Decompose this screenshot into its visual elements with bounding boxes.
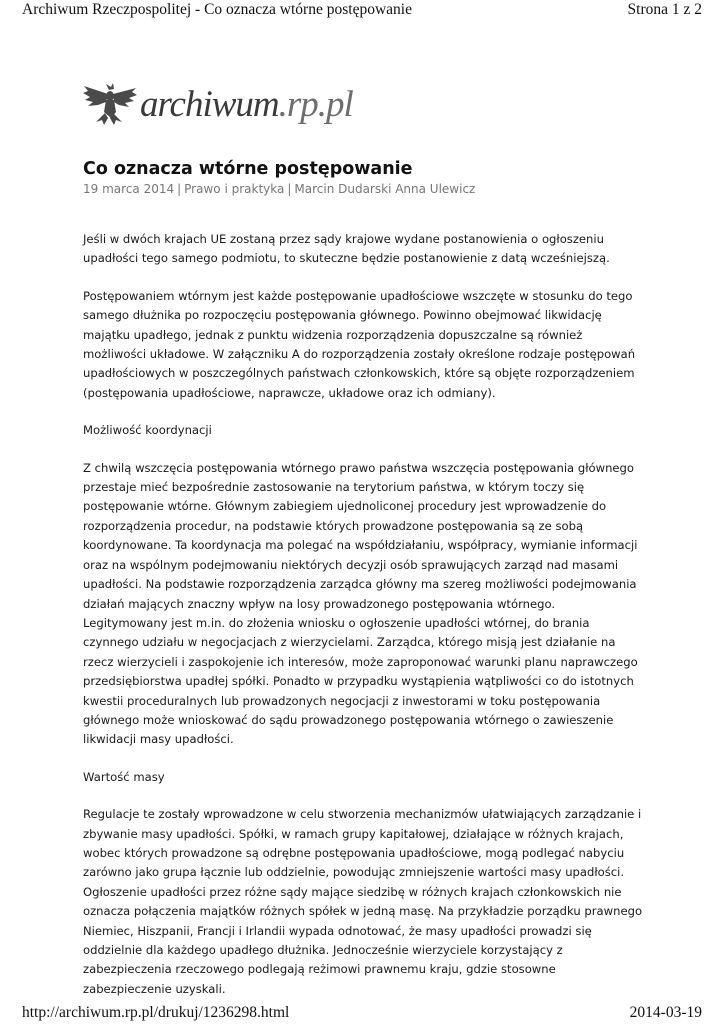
article-paragraph: Regulacje te zostały wprowadzone w celu stworzenia mechanizmów ułatwiających zarządzanie i zbywanie masy upadłości. Spółki, w ramach grupy kapitałowej, działające w różnych krajach, wobec których prowadzone są odrębne postępowania upadłościowe, mogą podlegać nabyciu zarówno jako grupa łącznie lub oddzielnie, powodując zmniejszenie wartości masy upadłości. Ogłoszenie upadłości przez różne sądy mające siedzibę w różnych krajach członkowskich nie oznacza połączenia majątków różnych spółek w jedną masę. Na przykładzie porządku prawnego Niemiec, Hiszpanii, Francji i Irlandii wypada odnotować, że masy upadłości prowadzi się oddzielnie dla każdego upadłego dłużnika. Jednocześnie wierzyciele korzystający z zabezpieczenia rzeczowego podlegają reżimowi prawnemu kraju, gdzie stosowne zabezpieczenie uzyskali. [83, 807, 643, 996]
meta-separator: | [287, 182, 292, 196]
article-body [83, 230, 643, 999]
article-meta [83, 181, 643, 197]
logo-wordmark [140, 83, 353, 125]
print-footer-date: 2014-03-19 [629, 1004, 702, 1021]
print-footer [22, 1004, 702, 1022]
print-header [22, 1, 702, 19]
article-title: Co oznacza wtórne postępowanie [83, 159, 413, 179]
article-lead: Jeśli w dwóch krajach UE zostaną przez sądy krajowe wydane postanowienia o ogłoszeniu upadłości tego samego podmiotu, to skuteczne będzie postanowienie z datą wcześniejszą. [83, 232, 610, 266]
article-date: 19 marca 2014 [83, 182, 175, 196]
logo-name: archiwum [140, 83, 279, 125]
article [83, 158, 643, 999]
article-paragraph: Postępowaniem wtórnym jest każde postępowanie upadłościowe wszczęte w stosunku do tego samego dłużnika po rozpoczęciu postępowania głównego. Powinno obejmować likwidację majątku upadłego, jednak z punktu widzenia rozporządzenia dopuszczalne są również możliwości układowe. W załączniku A do rozporządzenia zostały określone rodzaje postępowań upadłościowych w poszczególnych państwach członkowskich, które są objęte rozporządzeniem (postępowania upadłościowe, naprawcze, układowe oraz ich odmiany). [83, 288, 636, 400]
print-header-page-number: Strona 1 z 2 [627, 1, 702, 18]
section-heading: Możliwość koordynacji [83, 423, 212, 438]
article-authors: Marcin Dudarski Anna Ulewicz [294, 182, 476, 196]
site-logo [82, 80, 353, 128]
article-paragraph: Z chwilą wszczęcia postępowania wtórnego prawo państwa wszczęcia postępowania głównego przestaje mieć bezpośrednie zastosowanie na terytorium państwa, w którym toczy się postępowanie wtórne. Głównym zabiegiem ujednoliconej procedury jest wprowadzenie do rozporządzenia procedur, na podstawie których prowadzone postępowania są ze sobą koordynowane. Ta koordynacja ma polegać na współdziałaniu, współpracy, wymianie informacji oraz na wspólnym podejmowaniu niektórych decyzji osób sprawujących zarząd nad masami upadłości. Na podstawie rozporządzenia zarządca główny ma szereg możliwości podejmowania działań mających znaczny wpływ na losy prowadzonego postępowania wtórnego. Legitymowany jest m.in. do złożenia wniosku o ogłoszenie upadłości wtórnej, do brania czynnego udziału w negocjacjach z wierzycielami. Zarządca, którego misją jest działanie na rzecz wierzycieli i zaspokojenie ich interesów, może zaproponować warunki planu naprawczego przedsiębiorstwa upadłej spółki. Ponadto w przypadku wystąpienia wątpliwości co do istotnych kwestii proceduralnych lub prowadzonych negocjacji z inwestorami w toku postępowania głównego może wnioskować do sądu prowadzonego postępowania wtórnego o zawieszenie likwidacji masy upadłości. [83, 460, 638, 747]
eagle-icon [82, 82, 138, 126]
article-category: Prawo i praktyka [184, 182, 285, 196]
print-header-title: Archiwum Rzeczpospolitej - Co oznacza wtórne postępowanie [22, 1, 412, 18]
logo-domain: .rp.pl [278, 83, 353, 125]
section-heading: Wartość masy [83, 769, 165, 784]
meta-separator: | [177, 182, 182, 196]
print-footer-url: http://archiwum.rp.pl/drukuj/1236298.html [22, 1004, 290, 1021]
